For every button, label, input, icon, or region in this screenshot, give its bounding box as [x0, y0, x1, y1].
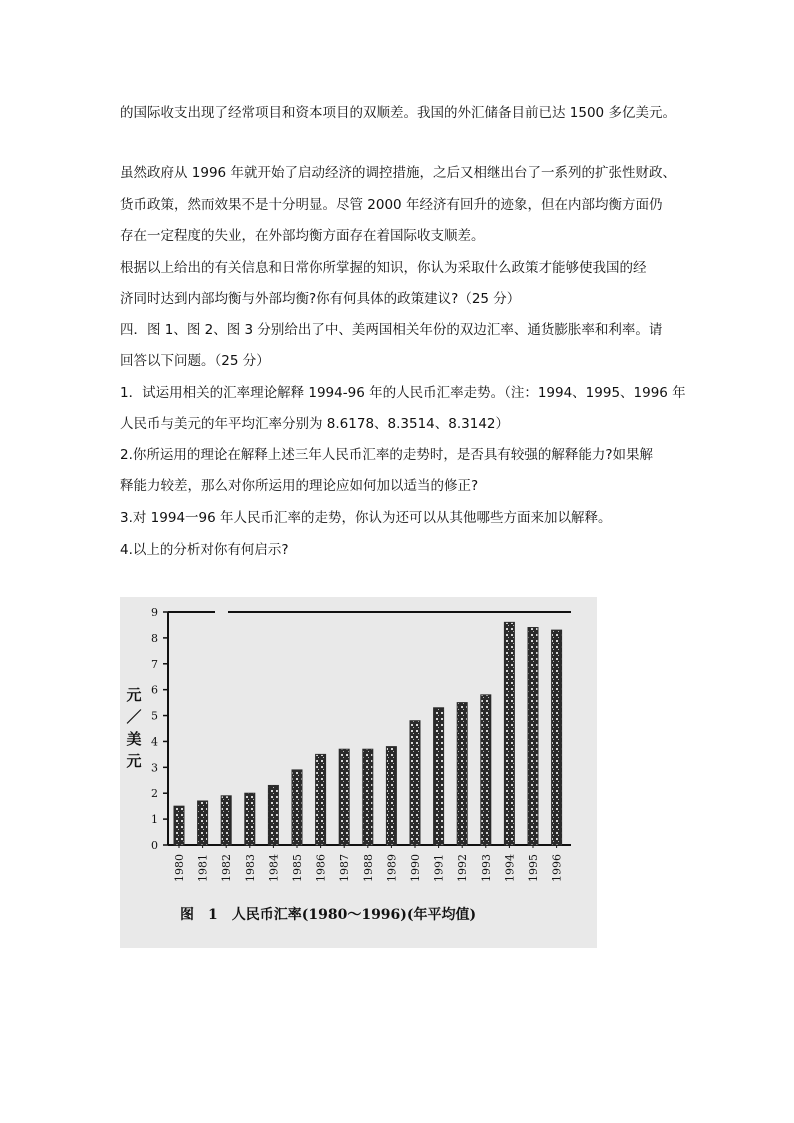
bar [339, 749, 349, 845]
x-tick-label: 1991 [432, 854, 446, 882]
bar [552, 630, 562, 845]
chart-title: 图 1 人民币汇率(1980～1996)(年平均值) [180, 907, 477, 923]
bar [221, 796, 231, 845]
paragraph-line: 货币政策，然而效果不是十分明显。尽管 2000 年经济有回升的迹象，但在内部均衡方面仍 [120, 197, 663, 213]
y-axis-label-char: 元 [126, 686, 142, 704]
y-tick-label: 2 [151, 787, 158, 801]
y-tick-label: 1 [151, 813, 158, 827]
sub-question-1: 1．试运用相关的汇率理论解释 1994-96 年的人民币汇率走势。（注：1994、1995、1996 年 [120, 385, 686, 401]
bar [292, 770, 302, 845]
x-tick-label: 1985 [291, 854, 304, 882]
y-tick-label: 0 [151, 839, 158, 852]
bar [528, 628, 538, 845]
bar [316, 754, 326, 845]
question-heading: 四．图 1、图 2、图 3 分别给出了中、美两国相关年份的双边汇率、通货膨胀率和利率。请 [120, 322, 663, 338]
y-tick-label: 6 [151, 683, 158, 697]
sub-question-3: 3.对 1994一96 年人民币汇率的走势，你认为还可以从其他哪些方面来加以解释。 [120, 510, 612, 526]
bar [481, 695, 491, 845]
sub-question-4: 4.以上的分析对你有何启示? [120, 542, 289, 558]
bar [504, 622, 514, 845]
paragraph-line: 虽然政府从 1996 年就开始了启动经济的调控措施，之后又相继出台了一系列的扩张性财政、 [120, 165, 676, 181]
paragraph-line: 回答以下问题。（25 分） [120, 353, 270, 369]
x-tick-label: 1980 [173, 854, 186, 882]
bar [457, 703, 467, 845]
paragraph-line: 济同时达到内部均衡与外部均衡?你有何具体的政策建议?（25 分） [120, 291, 521, 307]
y-tick-label: 8 [151, 631, 158, 645]
x-tick-label: 1981 [196, 854, 210, 882]
bar [198, 801, 208, 845]
paragraph-line: 根据以上给出的有关信息和日常你所掌握的知识，你认为采取什么政策才能够使我国的经 [120, 260, 647, 276]
bar [386, 747, 396, 845]
exchange-rate-figure [120, 597, 597, 948]
y-tick-label: 7 [151, 657, 158, 671]
paragraph-line: 的国际收支出现了经常项目和资本项目的双顺差。我国的外汇储备目前已达 1500 多亿美元。 [120, 105, 676, 121]
x-tick-label: 1983 [243, 854, 257, 882]
paragraph-line: 存在一定程度的失业，在外部均衡方面存在着国际收支顺差。 [120, 228, 485, 244]
x-tick-label: 1993 [479, 854, 493, 882]
x-tick-label: 1986 [314, 854, 328, 882]
x-tick-label: 1990 [409, 854, 422, 882]
bar [268, 785, 278, 845]
x-tick-label: 1989 [385, 854, 399, 882]
x-tick-label: 1995 [527, 854, 540, 882]
y-axis-label-char: 美 [126, 730, 142, 748]
bar [410, 721, 420, 845]
bar-chart [120, 597, 597, 948]
y-tick-label: 5 [151, 709, 158, 723]
bar [434, 708, 444, 845]
y-tick-label: 9 [151, 606, 158, 619]
sub-question-2: 2.你所运用的理论在解释上述三年人民币汇率的走势时，是否具有较强的解释能力?如果解 [120, 447, 654, 463]
y-tick-label: 3 [151, 761, 158, 775]
y-axis-label-char: ／ [126, 708, 142, 726]
bar [174, 806, 184, 845]
x-tick-label: 1992 [456, 854, 470, 882]
x-tick-label: 1982 [220, 854, 234, 882]
y-axis-label-char: 元 [126, 752, 142, 770]
x-tick-label: 1996 [550, 854, 564, 882]
paragraph-line: 释能力较差，那么对你所运用的理论应如何加以适当的修正? [120, 478, 479, 494]
bar [245, 793, 255, 845]
x-tick-label: 1987 [338, 854, 352, 882]
x-tick-label: 1988 [361, 854, 375, 882]
bar [363, 749, 373, 845]
x-tick-label: 1994 [503, 854, 517, 882]
paragraph-line: 人民币与美元的年平均汇率分别为 8.6178、8.3514、8.3142） [120, 416, 510, 432]
x-tick-label: 1984 [267, 854, 281, 882]
y-tick-label: 4 [151, 735, 158, 749]
